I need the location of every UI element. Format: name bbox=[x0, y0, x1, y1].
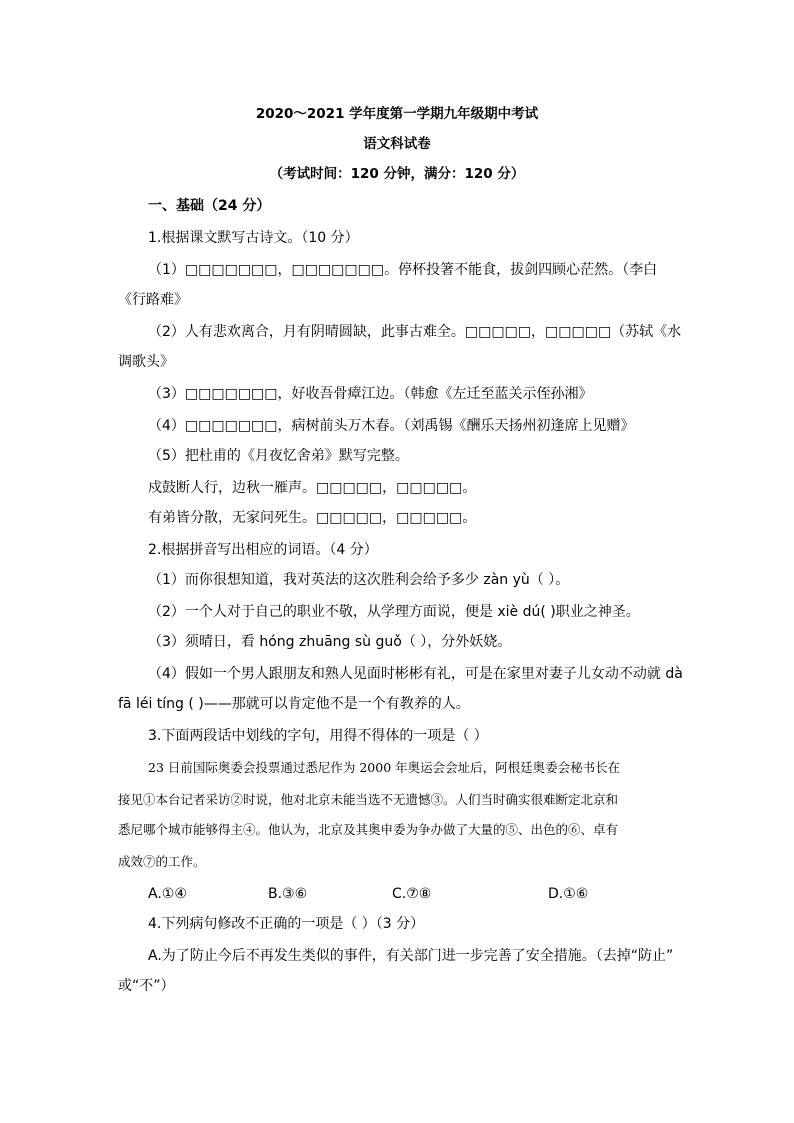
q1-item-1: （1）□□□□□□□，□□□□□□□。停杯投箸不能食，拔剑四顾心茫然。（李白 bbox=[148, 262, 658, 278]
q3-passage-line-4: 成效⑦的工作。 bbox=[118, 854, 206, 869]
q3-passage-line-3: 悉尼哪个城市能够得主④。他认为，北京及其奥申委为争办做了大量的⑤、出色的⑥、卓有 bbox=[118, 822, 619, 837]
q1-item-3: （3）□□□□□□□，好收吾骨瘴江边。（韩愈《左迁至蓝关示侄孙湘》 bbox=[148, 386, 593, 402]
q2-item-4-cont: fā léi tíng ( )——那就可以肯定他不是一个有教养的人。 bbox=[118, 696, 470, 712]
question-4-stem: 4.下列病句修改不正确的一项是（ ）（3 分） bbox=[148, 916, 425, 932]
q1-item-4: （4）□□□□□□□，病树前头万木春。（刘禹锡《酬乐天扬州初逢席上见赠》 bbox=[148, 418, 635, 434]
q4-option-a: A.为了防止今后不再发生类似的事件，有关部门进一步完善了安全措施。（去掉“防止” bbox=[148, 948, 674, 964]
q3-passage-line-2: 接见①本台记者采访②时说，他对北京未能当选不无遗憾③。人们当时确实很难断定北京和 bbox=[118, 792, 619, 807]
q3-option-d: D.①⑥ bbox=[548, 886, 589, 902]
q3-option-b: B.③⑥ bbox=[268, 886, 308, 902]
q1-item-2: （2）人有悲欢离合，月有阴晴圆缺，此事古难全。□□□□□，□□□□□（苏轼《水 bbox=[148, 324, 682, 340]
section-heading: 一、基础（24 分） bbox=[148, 198, 271, 214]
question-2-stem: 2.根据拼音写出相应的词语。（4 分） bbox=[148, 542, 378, 558]
q2-item-2: （2）一个人对于自己的职业不敬，从学理方面说，便是 xiè dú( )职业之神圣。 bbox=[148, 604, 640, 620]
q2-item-4: （4）假如一个男人跟朋友和熟人见面时彬彬有礼，可是在家里对妻子儿女动不动就 dà bbox=[148, 666, 683, 682]
q1-item-2-cont: 调歌头》 bbox=[118, 354, 174, 370]
q4-option-a-cont: 或“不”） bbox=[118, 978, 175, 994]
exam-title: 2020～2021 学年度第一学期九年级期中考试 bbox=[255, 106, 539, 122]
q1-poem-line-2: 有弟皆分散，无家问死生。□□□□□，□□□□□。 bbox=[148, 510, 477, 526]
q1-item-1-cont: 《行路难》 bbox=[118, 292, 188, 308]
q3-passage-line-1: 23 日前国际奥委会投票通过悉尼作为 2000 年奥运会会址后，阿根廷奥委会秘书长在 bbox=[148, 760, 621, 775]
q1-poem-line-1: 戍鼓断人行，边秋一雁声。□□□□□，□□□□□。 bbox=[148, 480, 477, 496]
q3-option-a: A.①④ bbox=[148, 886, 187, 902]
q2-item-3: （3）须晴日，看 hóng zhuāng sù guǒ（ ），分外妖娆。 bbox=[148, 634, 512, 650]
question-3-stem: 3.下面两段话中划线的字句，用得不得体的一项是（ ） bbox=[148, 728, 488, 744]
q2-item-1: （1）而你很想知道，我对英法的这次胜利会给予多少 zàn yù（ ）。 bbox=[148, 572, 570, 588]
exam-info: （考试时间：120 分钟，满分：120 分） bbox=[269, 166, 525, 182]
subject-title: 语文科试卷 bbox=[363, 136, 431, 152]
q1-item-5: （5）把杜甫的《月夜忆舍弟》默写完整。 bbox=[148, 448, 409, 464]
question-1-stem: 1.根据课文默写古诗文。（10 分） bbox=[148, 230, 359, 246]
q3-option-c: C.⑦⑧ bbox=[392, 886, 432, 902]
